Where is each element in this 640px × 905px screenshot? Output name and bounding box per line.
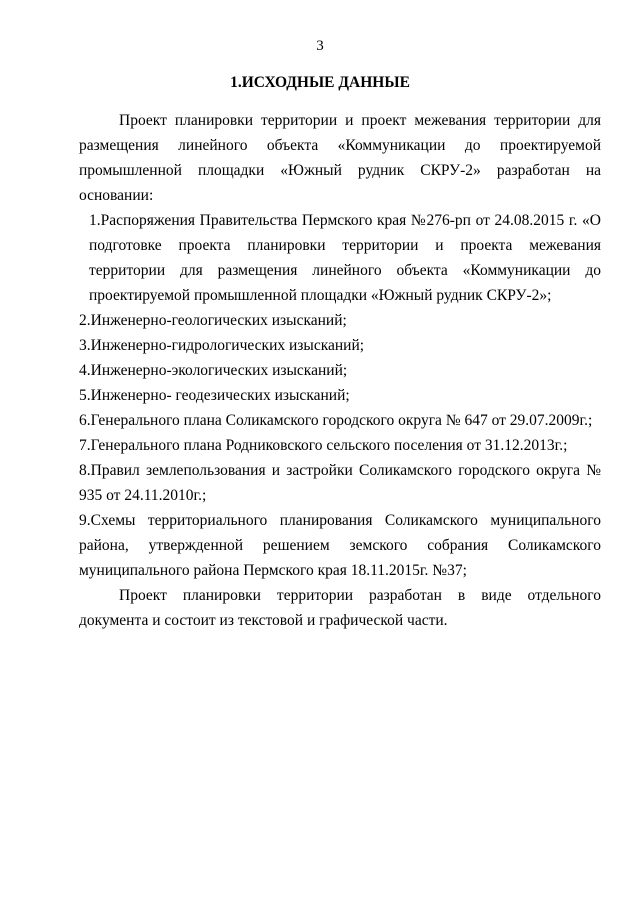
list-item-9: 9.Схемы территориального планирования Соликамского муниципального района, утвержденной решением земского собрания Соликамского муниципального района Пермского края 18.11.2015г. №37; xyxy=(79,512,601,579)
list-item-3: 3.Инженерно-гидрологических изысканий; xyxy=(79,337,365,354)
list-item-4: 4.Инженерно-экологических изысканий; xyxy=(79,362,348,379)
closing-paragraph: Проект планировки территории разработан в виде отдельного документа и состоит из текстовой и графической части. xyxy=(79,587,601,629)
section-heading: 1.ИСХОДНЫЕ ДАННЫЕ xyxy=(230,74,410,91)
intro-paragraph: Проект планировки территории и проект межевания территории для размещения линейного объекта «Коммуникации до проектируемой промышленной площадки «Южный рудник СКРУ-2» разработан на основании: xyxy=(79,112,601,204)
document-body xyxy=(79,108,601,633)
list-item-8: 8.Правил землепользования и застройки Соликамского городского округа № 935 от 24.11.2010г.; xyxy=(79,462,601,504)
list-item-2: 2.Инженерно-геологических изысканий; xyxy=(79,312,347,329)
list-item-1: 1.Распоряжения Правительства Пермского края №276-рп от 24.08.2015 г. «О подготовке проекта планировки территории и проекта межевания территории для размещения линейного объекта «Коммуникации до проектируемой промышленной площадки «Южный рудник СКРУ-2»; xyxy=(89,212,601,304)
list-item-7: 7.Генерального плана Родниковского сельского поселения от 31.12.2013г.; xyxy=(79,437,568,454)
page-number: 3 xyxy=(316,38,324,54)
list-item-6: 6.Генерального плана Соликамского городского округа № 647 от 29.07.2009г.; xyxy=(79,412,593,429)
list-item-5: 5.Инженерно- геодезических изысканий; xyxy=(79,387,350,404)
